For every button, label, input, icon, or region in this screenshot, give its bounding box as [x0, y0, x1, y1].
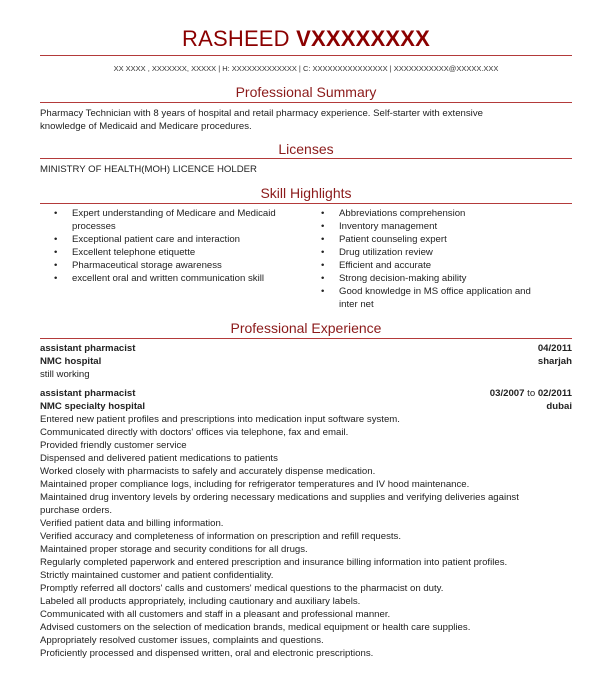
job-employer-row	[40, 400, 572, 413]
skills-heading: Skill Highlights	[260, 185, 352, 201]
job-date-to-word: to	[527, 388, 536, 399]
duty-item: Entered new patient profiles and prescriptions into medication input software system.	[40, 414, 400, 425]
duty-item: Maintained proper compliance logs, including for refrigerator temperatures and IV hood maintenance.	[40, 479, 470, 490]
divider	[40, 203, 572, 204]
contact-info: XX XXXX , XXXXXXX, XXXXX | H: XXXXXXXXXXXXX | C: XXXXXXXXXXXXXXX | XXXXXXXXXXX@XXXXX.XXX	[113, 64, 499, 73]
job-date-to: 02/2011	[537, 388, 572, 399]
duty-item: Verified accuracy and completeness of information on prescription and refill requests.	[40, 531, 402, 542]
last-name: VXXXXXXXX	[296, 26, 430, 51]
skill-item: • Drug utilization review	[307, 246, 572, 259]
job-date: 04/2011	[537, 343, 572, 354]
job-duties-list	[40, 413, 572, 660]
candidate-name	[40, 26, 572, 52]
job-date-range	[490, 387, 572, 400]
summary-text	[40, 107, 572, 133]
divider	[40, 102, 572, 103]
job-location: sharjah	[537, 356, 572, 367]
skill-item-continued: inter net	[339, 299, 374, 310]
skill-item: • Exceptional patient care and interaction	[40, 233, 310, 246]
duty-item: Communicated directly with doctors' offices via telephone, fax and email.	[40, 427, 349, 438]
duty-item: Advised customers on the selection of medication brands, medical equipment or health care supplies.	[40, 622, 471, 633]
divider	[40, 338, 572, 339]
skill-item: • Efficient and accurate	[307, 259, 572, 272]
duty-item: Maintained drug inventory levels by ordering necessary medications and supplies and verifying deliveries against	[40, 492, 519, 503]
skill-item: • Abbreviations comprehension	[307, 207, 572, 220]
skill-item: • Patient counseling expert	[307, 233, 572, 246]
skill-item: • excellent oral and written communication skill	[40, 272, 310, 285]
skill-item: • Excellent telephone etiquette	[40, 246, 310, 259]
duty-item: Maintained proper storage and security conditions for all drugs.	[40, 544, 308, 555]
skill-item-continued: processes	[72, 221, 116, 232]
duty-item: Labeled all products appropriately, including cautionary and auxiliary labels.	[40, 596, 361, 607]
job-note: still working	[40, 369, 90, 380]
job-title: assistant pharmacist	[40, 388, 136, 399]
skill-item: • Pharmaceutical storage awareness	[40, 259, 310, 272]
duty-item-continued: purchase orders.	[40, 505, 112, 516]
skill-item: • Good knowledge in MS office application and	[307, 285, 572, 298]
duty-item: Provided friendly customer service	[40, 440, 187, 451]
divider	[40, 55, 572, 56]
license-item: MINISTRY OF HEALTH(MOH) LICENCE HOLDER	[40, 164, 257, 175]
job-title-row	[40, 342, 572, 355]
skill-item: • Inventory management	[307, 220, 572, 233]
experience-heading: Professional Experience	[230, 320, 382, 336]
skills-right-list	[307, 207, 572, 311]
job-employer: NMC hospital	[40, 356, 102, 367]
duty-item: Promptly referred all doctors' calls and customers' medical questions to the pharmacist on duty.	[40, 583, 444, 594]
summary-line: knowledge of Medicaid and Medicare procedures.	[40, 121, 252, 132]
duty-item: Proficiently processed and dispensed written, oral and electronic prescriptions.	[40, 648, 374, 659]
divider	[40, 158, 572, 159]
skill-item: • Expert understanding of Medicare and Medicaid	[40, 207, 310, 220]
duty-item: Appropriately resolved customer issues, complaints and questions.	[40, 635, 324, 646]
summary-heading: Professional Summary	[235, 84, 377, 100]
skills-left-list	[40, 207, 310, 285]
job-date-from: 03/2007	[489, 388, 525, 399]
licenses-heading: Licenses	[278, 141, 334, 157]
summary-line: Pharmacy Technician with 8 years of hospital and retail pharmacy experience. Self-starter with extensive	[40, 108, 483, 119]
duty-item: Strictly maintained customer and patient confidentiality.	[40, 570, 274, 581]
duty-item: Regularly completed paperwork and entered prescription and insurance billing information into patient profiles.	[40, 557, 508, 568]
job-employer: NMC specialty hospital	[40, 401, 146, 412]
duty-item: Worked closely with pharmacists to safely and accurately dispense medication.	[40, 466, 376, 477]
job-location: dubai	[546, 401, 572, 412]
first-name: RASHEED	[182, 26, 290, 51]
job-title-row	[40, 387, 572, 400]
duty-item: Verified patient data and billing information.	[40, 518, 224, 529]
duty-item: Communicated with all customers and staff in a pleasant and professional manner.	[40, 609, 391, 620]
job-employer-row	[40, 355, 572, 368]
job-title: assistant pharmacist	[40, 343, 136, 354]
duty-item: Dispensed and delivered patient medications to patients	[40, 453, 278, 464]
skill-item: • Strong decision-making ability	[307, 272, 572, 285]
